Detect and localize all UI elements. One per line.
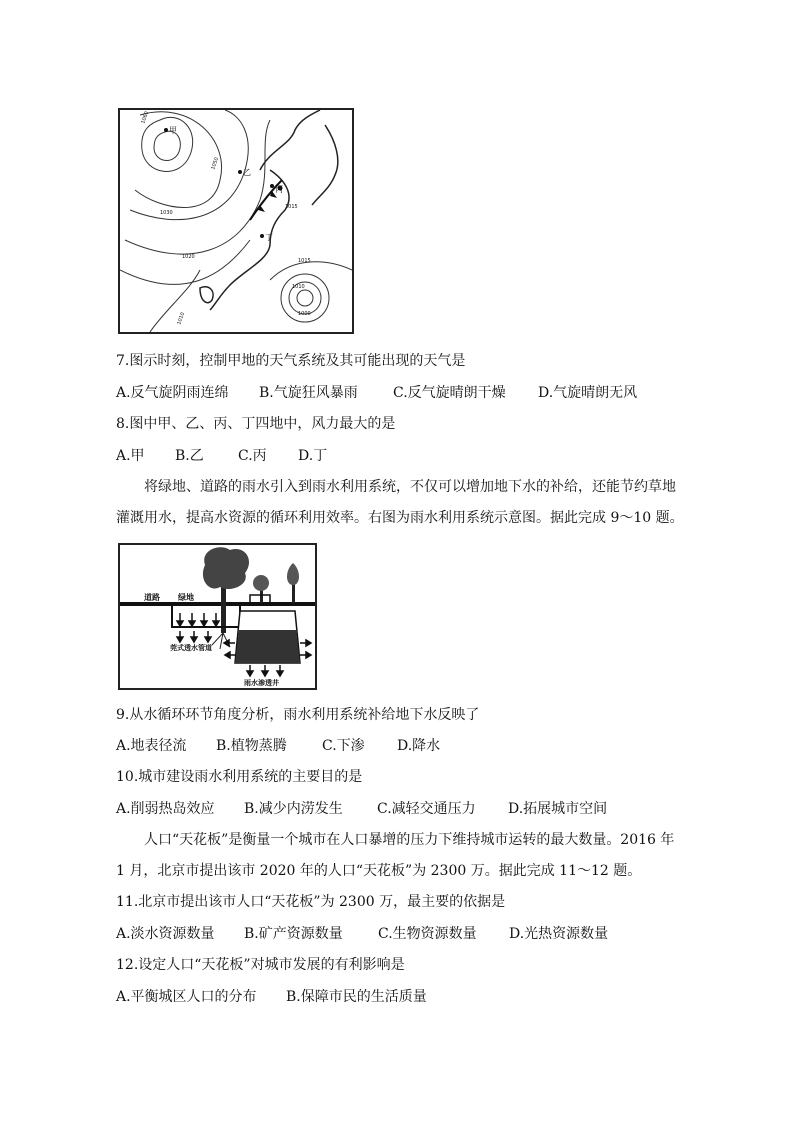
passage1-line2: 灌溉用水，提高水资源的循环利用效率。右图为雨水利用系统示意图。据此完成 9～10 题。: [116, 510, 684, 526]
q7-option-d: D.气旋晴朗无风: [538, 385, 638, 401]
q11-option-a: A.淡水资源数量: [116, 926, 215, 942]
isobar-label: 1060: [140, 110, 151, 125]
rainwater-system-figure: [118, 543, 317, 690]
q9-options: [116, 736, 440, 756]
isobar-label: 1015: [298, 258, 311, 264]
q10-stem: 10.城市建设雨水利用系统的主要目的是: [116, 769, 363, 785]
q7-options: [116, 383, 637, 403]
isobar-label: 1000: [298, 311, 311, 317]
q9-option-d: D.降水: [397, 738, 441, 754]
q9-option-c: C.下渗: [322, 738, 365, 754]
q7-stem: 7.图示时刻，控制甲地的天气系统及其可能出现的天气是: [116, 353, 466, 369]
isobar-label: 1020: [182, 254, 195, 260]
q7-option-a: A.反气旋阴雨连绵: [116, 385, 229, 401]
q8-option-d: D.丁: [298, 448, 328, 464]
q10-option-b: B.减少内涝发生: [244, 801, 343, 817]
q9-option-b: B.植物蒸腾: [216, 738, 287, 754]
q8-option-b: B.乙: [175, 448, 204, 464]
q10-options: [116, 799, 607, 819]
passage1-line1: 将绿地、道路的雨水引入到雨水利用系统，不仅可以增加地下水的补给，还能节约草地: [144, 479, 676, 495]
q8-option-c: C.丙: [238, 448, 267, 464]
place-label-yi: 乙: [243, 168, 251, 177]
isobar-label: 1010: [292, 284, 305, 290]
rainwater-system-diagram: [120, 545, 315, 688]
greenbelt-label: 绿地: [178, 593, 194, 602]
isobar-label: 1030: [160, 210, 173, 216]
q11-option-b: B.矿产资源数量: [244, 926, 343, 942]
well-label: 雨水渗透井: [244, 679, 279, 687]
passage2-line2: 1 月，北京市提出该市 2020 年的人口“天花板”为 2300 万。据此完成 11～12 题。: [116, 863, 642, 879]
q10-option-c: C.减轻交通压力: [377, 801, 476, 817]
isobar-label: 1010: [176, 311, 187, 326]
place-label-bing: 丙: [275, 185, 283, 194]
q7-option-b: B.气旋狂风暴雨: [259, 385, 358, 401]
place-label-jia: 甲: [169, 126, 177, 135]
q11-stem: 11.北京市提出该市人口“天花板”为 2300 万，最主要的依据是: [116, 894, 506, 910]
q11-option-c: C.生物资源数量: [378, 926, 477, 942]
q11-options: [116, 924, 608, 944]
q9-stem: 9.从水循环环节角度分析，雨水利用系统补给地下水反映了: [116, 707, 480, 723]
q10-option-d: D.拓展城市空间: [508, 801, 608, 817]
q9-option-a: A.地表径流: [116, 738, 187, 754]
isobar-map-figure: [118, 108, 354, 334]
q11-option-d: D.光热资源数量: [509, 926, 609, 942]
q8-stem: 8.图中甲、乙、丙、丁四地中，风力最大的是: [116, 416, 396, 432]
road-label: 道路: [144, 593, 160, 602]
q8-option-a: A.甲: [116, 448, 145, 464]
isobar-map: [120, 110, 352, 332]
isobar-label: 1050: [210, 156, 221, 171]
q8-options: [116, 446, 327, 466]
q12-option-a: A.平衡城区人口的分布: [116, 989, 257, 1005]
pipe-label: 莞式透水管道: [170, 644, 212, 652]
passage2-line1: 人口“天花板”是衡量一个城市在人口暴增的压力下维持城市运转的最大数量。2016 年: [144, 832, 675, 848]
q12-option-b: B.保障市民的生活质量: [286, 989, 427, 1005]
isobar-label: 1015: [285, 204, 298, 210]
q7-option-c: C.反气旋晴朗干燥: [393, 385, 506, 401]
q12-options: [116, 987, 427, 1007]
place-label-ding: 丁: [265, 233, 273, 242]
q10-option-a: A.削弱热岛效应: [116, 801, 215, 817]
q12-stem: 12.设定人口“天花板”对城市发展的有利影响是: [116, 957, 405, 973]
